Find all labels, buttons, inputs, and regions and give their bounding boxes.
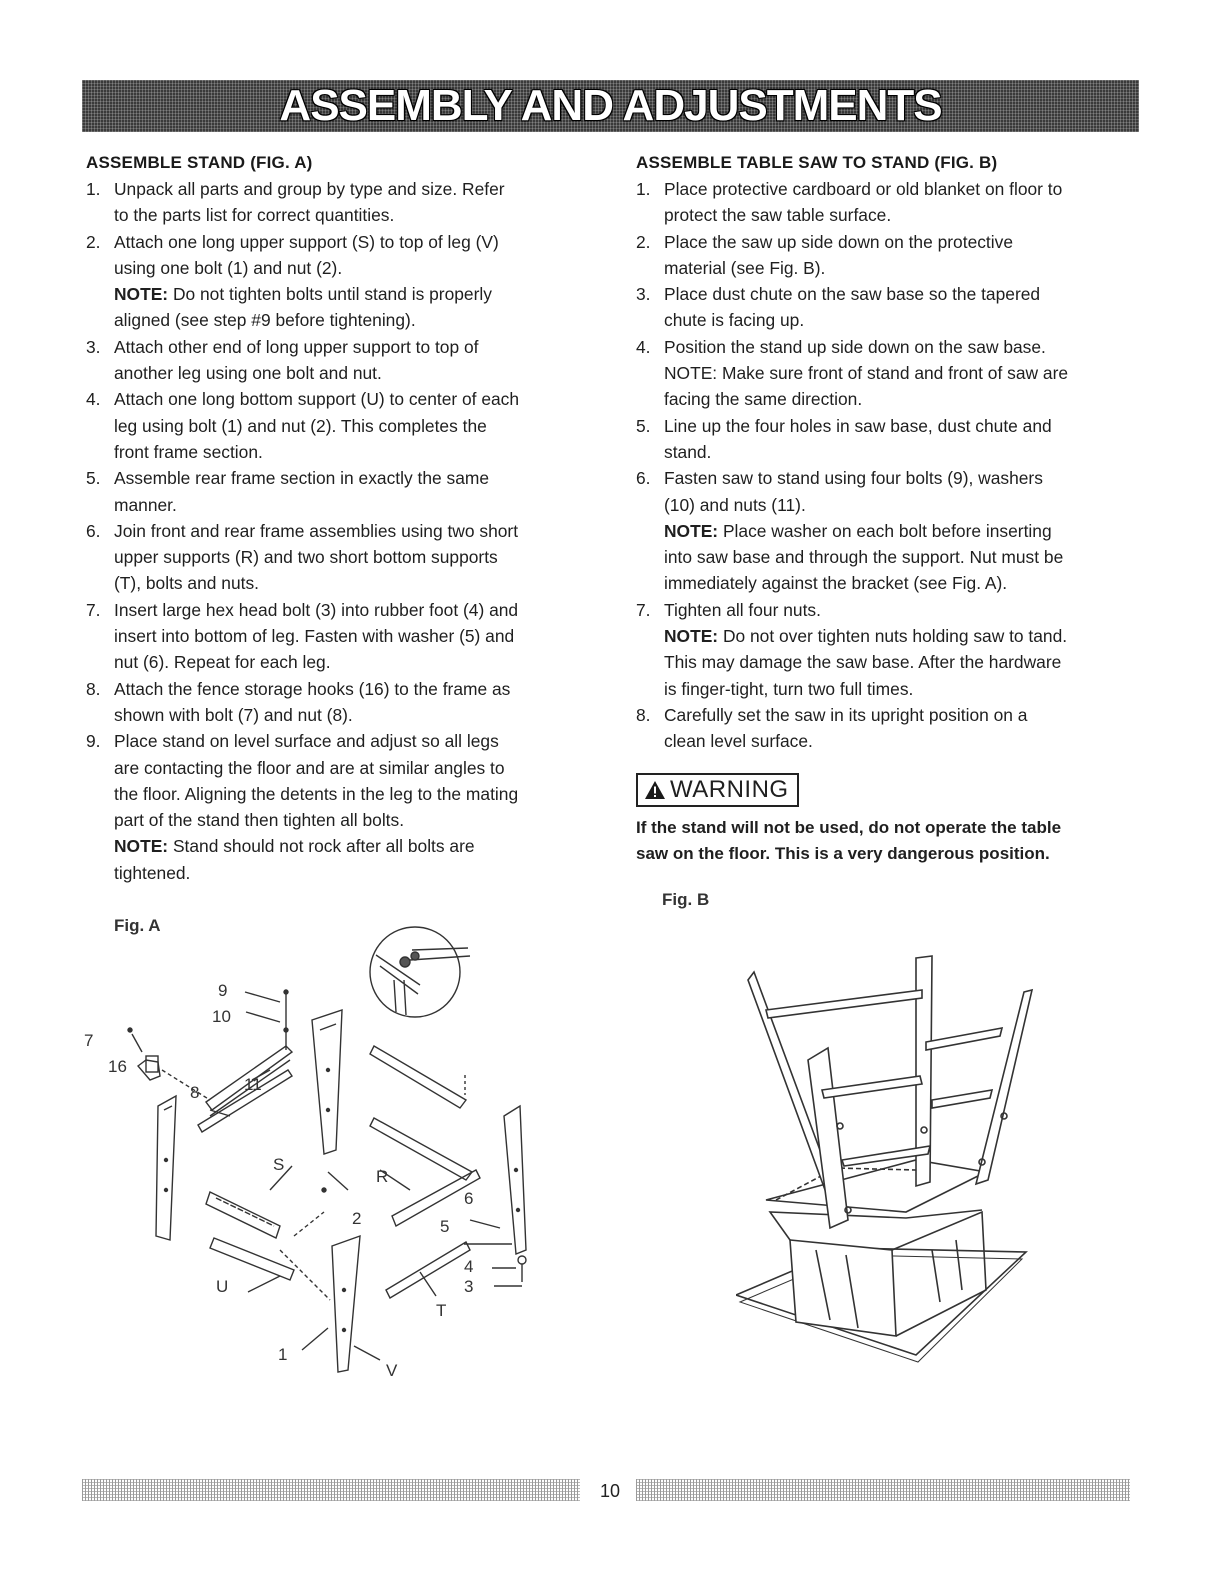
step-text-line: (T), bolts and nuts. xyxy=(114,573,259,594)
step-text-line: Attach other end of long upper support to top of xyxy=(114,336,479,357)
step-text-line: another leg using one bolt and nut. xyxy=(114,363,382,384)
assemble-saw-steps xyxy=(636,176,1156,755)
step-number: 3. xyxy=(636,284,651,305)
step-item xyxy=(86,334,606,387)
callout-8: 8 xyxy=(190,1083,200,1102)
callout-V: V xyxy=(386,1361,398,1380)
warning-triangle-icon xyxy=(644,780,666,800)
step-item xyxy=(86,465,606,518)
step-text-line: shown with bolt (7) and nut (8). xyxy=(114,704,353,725)
step-text-line: leg using bolt (1) and nut (2). This completes the xyxy=(114,415,487,436)
step-item xyxy=(86,728,606,886)
step-number: 4. xyxy=(636,336,651,357)
step-text-line: using one bolt (1) and nut (2). xyxy=(114,257,343,278)
note-label: NOTE: xyxy=(114,836,169,857)
note-text-line: immediately against the bracket (see Fig. A). xyxy=(664,573,1008,594)
note-label: NOTE: xyxy=(664,626,719,647)
step-number: 5. xyxy=(636,415,651,436)
page-title: ASSEMBLY AND ADJUSTMENTS xyxy=(279,81,942,130)
step-text-line: clean level surface. xyxy=(664,731,813,752)
fig-a-leg-left xyxy=(156,1096,176,1240)
callout-16: 16 xyxy=(108,1057,127,1076)
fig-b-saw-base xyxy=(766,1160,986,1336)
step-text-line: the floor. Aligning the detents in the leg to the mating xyxy=(114,783,519,804)
callout-7: 7 xyxy=(84,1031,94,1050)
callout-6: 6 xyxy=(464,1189,474,1208)
step-text-line: insert into bottom of leg. Fasten with washer (5) and xyxy=(114,626,515,647)
step-text-line: front frame section. xyxy=(114,441,263,462)
step-text-line: part of the stand then tighten all bolts. xyxy=(114,810,405,831)
step-item xyxy=(86,229,606,334)
step-text-line: manner. xyxy=(114,494,177,515)
step-item xyxy=(86,597,606,676)
step-text-line: nut (6). Repeat for each leg. xyxy=(114,652,331,673)
step-item xyxy=(86,518,606,597)
step-item xyxy=(636,281,1156,334)
step-text-line: upper supports (R) and two short bottom supports xyxy=(114,547,498,568)
step-text-line: facing the same direction. xyxy=(664,389,863,410)
callout-3: 3 xyxy=(464,1277,474,1296)
callout-4: 4 xyxy=(464,1257,474,1276)
callout-5: 5 xyxy=(440,1217,450,1236)
warning-text-line: saw on the floor. This is a very dangerous position. xyxy=(636,843,1050,863)
step-item xyxy=(636,334,1156,413)
note-text-line: into saw base and through the support. Nut must be xyxy=(664,547,1064,568)
step-item xyxy=(86,676,606,729)
assemble-stand-steps xyxy=(86,176,606,886)
note-text-line: is finger-tight, turn two full times. xyxy=(664,678,914,699)
step-text-line: Line up the four holes in saw base, dust chute and xyxy=(664,415,1052,436)
step-item xyxy=(636,229,1156,282)
step-text-line: Unpack all parts and group by type and size. Refer xyxy=(114,179,505,199)
callout-2: 2 xyxy=(352,1209,362,1228)
fig-a-leg-lower xyxy=(280,1188,360,1372)
note-text-line: This may damage the saw base. After the hardware xyxy=(664,652,1062,673)
step-text-line: Assemble rear frame section in exactly the same xyxy=(114,468,490,489)
note-text-line: Do not over tighten nuts holding saw to tand. xyxy=(718,626,1068,647)
step-text-line: Fasten saw to stand using four bolts (9), washers xyxy=(664,468,1043,489)
fig-a-bottom-supports xyxy=(206,1170,480,1298)
left-column xyxy=(86,150,606,886)
footer-bar-right xyxy=(636,1479,1130,1501)
assemble-stand-heading: ASSEMBLE STAND (FIG. A) xyxy=(86,153,313,172)
callout-R: R xyxy=(376,1167,389,1186)
step-item xyxy=(636,702,1156,755)
step-number: 1. xyxy=(636,179,651,199)
step-item xyxy=(636,465,1156,596)
note-text-line: Stand should not rock after all bolts are xyxy=(168,836,475,857)
step-text-line: Position the stand up side down on the saw base. xyxy=(664,336,1046,357)
step-number: 1. xyxy=(86,179,101,199)
step-item xyxy=(636,176,1156,229)
note-label: NOTE: xyxy=(664,520,719,541)
step-number: 6. xyxy=(636,468,651,489)
step-text-line: to the parts list for correct quantities. xyxy=(114,205,395,226)
callout-U: U xyxy=(216,1277,229,1296)
callout-1: 1 xyxy=(278,1345,288,1364)
fig-a-short-supports xyxy=(370,1046,472,1180)
step-number: 2. xyxy=(636,231,651,252)
right-column xyxy=(636,150,1156,867)
fig-b-saw-on-stand-diagram xyxy=(736,950,1036,1370)
fig-a-detail-circle xyxy=(370,927,470,1017)
warning-text xyxy=(636,815,1156,867)
step-text-line: Insert large hex head bolt (3) into rubber foot (4) and xyxy=(114,599,519,620)
step-text-line: material (see Fig. B). xyxy=(664,257,826,278)
step-text-line: Join front and rear frame assemblies using two short xyxy=(114,520,519,541)
warning-label: WARNING xyxy=(670,775,789,803)
step-number: 5. xyxy=(86,468,101,489)
footer-bar-left xyxy=(82,1479,580,1501)
step-text-line: are contacting the floor and are at similar angles to xyxy=(114,757,505,778)
step-text-line: Place the saw up side down on the protective xyxy=(664,231,1013,252)
note-text-line: Do not tighten bolts until stand is properly xyxy=(168,284,492,305)
step-number: 6. xyxy=(86,520,101,541)
step-number: 8. xyxy=(636,704,651,725)
step-number: 8. xyxy=(86,678,101,699)
note-text-line: Place washer on each bolt before inserting xyxy=(718,520,1052,541)
step-text-line: Carefully set the saw in its upright position on a xyxy=(664,704,1028,725)
warning-label-box xyxy=(636,773,799,807)
step-text-line: Attach one long bottom support (U) to center of each xyxy=(114,389,520,410)
step-text-line: stand. xyxy=(664,441,712,462)
callout-9: 9 xyxy=(218,981,228,1000)
step-item xyxy=(636,413,1156,466)
step-text-line: Tighten all four nuts. xyxy=(664,599,821,620)
step-text-line: Attach the fence storage hooks (16) to the frame as xyxy=(114,678,511,699)
callout-10: 10 xyxy=(212,1007,231,1026)
step-text-line: Attach one long upper support (S) to top of leg (V) xyxy=(114,231,499,252)
page-number: 10 xyxy=(599,1481,621,1501)
step-text-line: protect the saw table surface. xyxy=(664,205,892,226)
step-item xyxy=(86,386,606,465)
step-number: 3. xyxy=(86,336,101,357)
step-number: 2. xyxy=(86,231,101,252)
fig-a-leg-right xyxy=(504,1106,526,1282)
callout-T: T xyxy=(436,1301,447,1320)
note-text-line: tightened. xyxy=(114,862,191,883)
fig-a-leg-center xyxy=(312,1010,342,1154)
callout-S: S xyxy=(273,1155,285,1174)
step-text-line: Place protective cardboard or old blanket on floor to xyxy=(664,179,1063,199)
step-item xyxy=(636,597,1156,702)
step-text-line: NOTE: Make sure front of stand and front of saw are xyxy=(664,363,1069,384)
fig-a-leader-lines xyxy=(210,992,522,1360)
step-text-line: Place dust chute on the saw base so the tapered xyxy=(664,284,1041,305)
fig-a-label: Fig. A xyxy=(114,916,161,935)
warning-text-line: If the stand will not be used, do not operate the table xyxy=(636,817,1062,837)
step-number: 7. xyxy=(636,599,651,620)
step-text-line: (10) and nuts (11). xyxy=(664,494,806,515)
title-banner xyxy=(82,80,1139,132)
note-label: NOTE: xyxy=(114,284,169,305)
callout-11: 11 xyxy=(244,1075,262,1094)
assemble-saw-heading: ASSEMBLE TABLE SAW TO STAND (FIG. B) xyxy=(636,153,998,172)
step-text-line: Place stand on level surface and adjust so all legs xyxy=(114,731,499,752)
step-item xyxy=(86,176,606,229)
fig-a-stand-exploded-diagram xyxy=(80,920,600,1390)
step-number: 9. xyxy=(86,731,101,752)
step-text-line: chute is facing up. xyxy=(664,310,805,331)
fig-b-label: Fig. B xyxy=(662,890,710,909)
step-number: 4. xyxy=(86,389,101,410)
note-text-line: aligned (see step #9 before tightening). xyxy=(114,310,416,331)
step-number: 7. xyxy=(86,599,101,620)
